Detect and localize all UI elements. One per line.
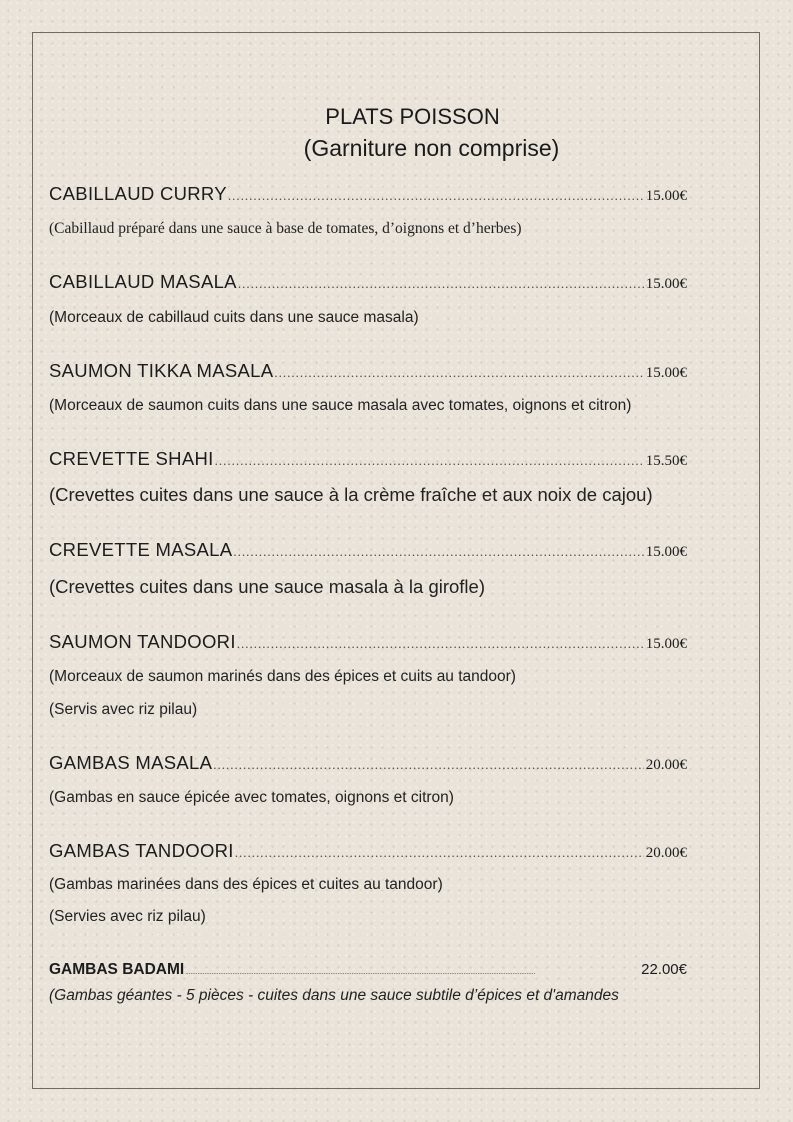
item-name: CREVETTE MASALA	[49, 539, 233, 560]
item-description: (Gambas en sauce épicée avec tomates, oignons et citron)	[49, 789, 454, 806]
item-description: (Crevettes cuites dans une sauce à la crème fraîche et aux noix de cajou)	[49, 484, 653, 505]
dot-leader	[213, 757, 643, 773]
menu-item-crevette-shahi	[49, 448, 687, 470]
item-price: 15.50€	[645, 453, 687, 469]
menu-title: PLATS POISSON	[325, 104, 500, 129]
dot-leader	[235, 845, 644, 861]
item-description: (Gambas marinées dans des épices et cuites au tandoor)	[49, 876, 443, 893]
item-price: 15.00€	[645, 636, 687, 652]
item-description-note: (Servis avec riz pilau)	[49, 701, 198, 718]
menu-item-cabillaud-curry	[49, 183, 687, 205]
item-price: 20.00€	[645, 757, 687, 773]
item-price: 15.00€	[645, 276, 687, 292]
item-name: GAMBAS TANDOORI	[49, 840, 234, 861]
item-price: 20.00€	[645, 845, 687, 861]
item-price: 22.00€	[641, 961, 687, 978]
dot-leader	[238, 276, 644, 292]
menu-subtitle: (Garniture non comprise)	[303, 135, 560, 161]
dot-leader	[233, 544, 643, 560]
dot-leader	[215, 453, 644, 469]
item-price: 15.00€	[645, 365, 687, 381]
menu-item-saumon-tikka-masala	[49, 360, 687, 382]
item-name: GAMBAS MASALA	[49, 752, 213, 773]
item-description: (Morceaux de cabillaud cuits dans une sauce masala)	[49, 309, 419, 326]
item-name: CREVETTE SHAHI	[49, 448, 214, 469]
item-description: (Morceaux de saumon cuits dans une sauce masala avec tomates, oignons et citron)	[49, 397, 632, 414]
menu-item-gambas-tandoori	[49, 840, 687, 862]
item-description: (Gambas géantes - 5 pièces - cuites dans une sauce subtile d’épices et d'amandes	[49, 987, 619, 1004]
item-price: 15.00€	[645, 188, 687, 204]
item-price: 15.00€	[645, 544, 687, 560]
menu-item-gambas-badami	[49, 961, 687, 979]
item-description: (Cabillaud préparé dans une sauce à base de tomates, d’oignons et d’herbes)	[49, 220, 522, 237]
dot-leader	[185, 968, 639, 976]
item-name: CABILLAUD CURRY	[49, 183, 227, 204]
item-name: SAUMON TIKKA MASALA	[49, 360, 274, 381]
item-name: CABILLAUD MASALA	[49, 271, 237, 292]
item-name: SAUMON TANDOORI	[49, 631, 236, 652]
menu-item-gambas-masala	[49, 752, 687, 774]
item-name: GAMBAS BADAMI	[49, 961, 185, 978]
menu-item-crevette-masala	[49, 539, 687, 561]
dot-leader	[237, 636, 644, 652]
item-description: (Morceaux de saumon marinés dans des épices et cuits au tandoor)	[49, 668, 516, 685]
dot-leader	[228, 188, 644, 204]
menu-item-cabillaud-masala	[49, 271, 687, 293]
menu-item-saumon-tandoori	[49, 631, 687, 653]
item-description: (Crevettes cuites dans une sauce masala à la girofle)	[49, 576, 485, 597]
item-description-note: (Servies avec riz pilau)	[49, 908, 206, 925]
dot-leader	[274, 365, 643, 381]
